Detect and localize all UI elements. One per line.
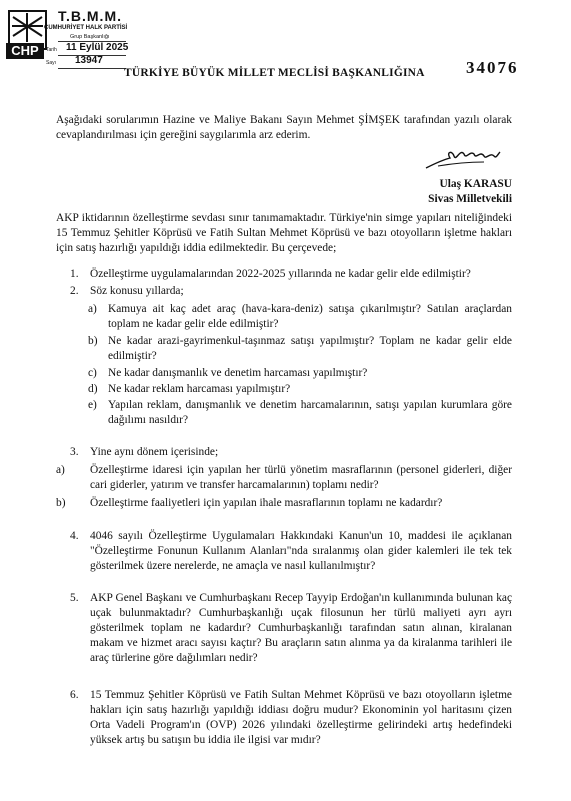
question-2c: Ne kadar danışmanlık ve denetim harcaması yapılmıştır?: [108, 367, 368, 379]
sub-number: e): [88, 399, 97, 411]
sub-number: d): [88, 383, 98, 395]
question-4: 4046 sayılı Özelleştirme Uygulamaları Hakkındaki Kanun'un 10, maddesi ile açıklanan "Özelleştirme Fonunun Kullanım Alanları"nda sıralanmış olan gider kalemleri ile tek tek gösterilmek üzere nerelerde, ne amaçla ve nasıl kullanılmıştır?: [90, 530, 512, 572]
question-number: 6.: [70, 689, 79, 701]
question-5: AKP Genel Başkanı ve Cumhurbaşkanı Recep Tayyip Erdoğan'ın kullanımında bulunan kaç uçak bulunmaktadır? Cumhurbaşkanlığı uçak filosunun her türlü maliyeti ayrı ayrı gösterilmek toplam ne kadardır? Cumhurbaşkanlığı tarafından satın alınan, kiralanan makam ve hizmet aracı sayısı kaçtır? Bu araçların satın alınma ya da kiralanma tarihleri ile araç türlerine göre dağılımları nedir?: [90, 592, 512, 664]
question-2a: Kamuya ait kaç adet araç (hava-kara-deniz) satışa çıkarılmıştır? Satılan araçlardan toplam ne kadar gelir elde edilmiştir?: [108, 303, 512, 330]
chp-logo-text: CHP: [6, 43, 44, 59]
question-3: Yine aynı dönem içerisinde;: [90, 446, 219, 458]
intro-paragraph: Aşağıdaki sorularımın Hazine ve Maliye Bakanı Sayın Mehmet ŞİMŞEK tarafından yazılı olarak cevaplandırılması için gereğini saygılarımla arz ederim.: [56, 114, 512, 141]
question-number: 5.: [70, 592, 79, 604]
question-6: 15 Temmuz Şehitler Köprüsü ve Fatih Sultan Mehmet Köprüsü ve bazı otoyolların işletme hakları için satış hazırlığı yapıldığı iddiası doğru mudur? Ekonominin yol haritasını çizen Orta Vadeli Program'ın (OVP) 2026 yılındaki özelleştirme gelirindeki artış hedefindeki yüksek artış bu satışın bu iddia ile ilgisi var mıdır?: [90, 689, 512, 746]
question-3a: Özelleştirme idaresi için yapılan her türlü yönetim masraflarının (personel giderleri, diğer cari giderler, yatırım ve transfer harcamalarının) toplamı nedir?: [90, 464, 512, 491]
document-number: 34076: [466, 58, 519, 77]
stamp-number-label: Sayı: [46, 60, 57, 66]
question-2b: Ne kadar arazi-gayrimenkul-taşınmaz satışı yapılmıştır? Toplam ne kadar gelir elde edilmiştir?: [108, 335, 512, 362]
sub-number: b): [56, 497, 66, 509]
question-2: Söz konusu yıllarda;: [90, 285, 184, 297]
stamp-number: 13947: [75, 55, 103, 66]
page-heading: TÜRKİYE BÜYÜK MİLLET MECLİSİ BAŞKANLIĞINA: [124, 67, 425, 79]
stamp-date-label: Tarih: [46, 47, 57, 53]
stamp-rule: [58, 68, 126, 69]
sub-number: c): [88, 367, 97, 379]
preamble-paragraph: AKP iktidarının özelleştirme sevdası sınır tanımamaktadır. Türkiye'nin simge yapıları niteliğindeki 15 Temmuz Şehitler Köprüsü ve Fatih Sultan Mehmet Köprüsü ve bazı otoyolların işletme hakları için satış hazırlığı yapıldığı iddia edilmektedir. Bu çerçevede;: [56, 212, 512, 254]
signer-title: Sivas Milletvekili: [428, 193, 512, 205]
signer-name: Ulaş KARASU: [439, 178, 512, 190]
sub-number: b): [88, 335, 98, 347]
question-1: Özelleştirme uygulamalarından 2022-2025 yıllarında ne kadar gelir elde edilmiştir?: [90, 268, 471, 280]
stamp-date: 11 Eylül 2025: [66, 42, 129, 53]
stamp-party: CUMHURİYET HALK PARTİSİ: [44, 25, 128, 31]
stamp-org: T.B.M.M.: [58, 8, 122, 24]
question-number: 1.: [70, 268, 79, 280]
stamp-group: Grup Başkanlığı: [70, 34, 110, 40]
question-number: 3.: [70, 446, 79, 458]
question-2e: Yapılan reklam, danışmanlık ve denetim harcamalarının, satışı yapılan kurumlara göre dağılımı nasıldır?: [108, 399, 512, 426]
question-2d: Ne kadar reklam harcaması yapılmıştır?: [108, 383, 291, 395]
question-number: 4.: [70, 530, 79, 542]
question-3b: Özelleştirme faaliyetleri için yapılan ihale masraflarının toplamı ne kadardır?: [90, 497, 443, 509]
sub-number: a): [88, 303, 97, 315]
signature-image: [424, 144, 502, 176]
sub-number: a): [56, 464, 65, 476]
question-number: 2.: [70, 285, 79, 297]
